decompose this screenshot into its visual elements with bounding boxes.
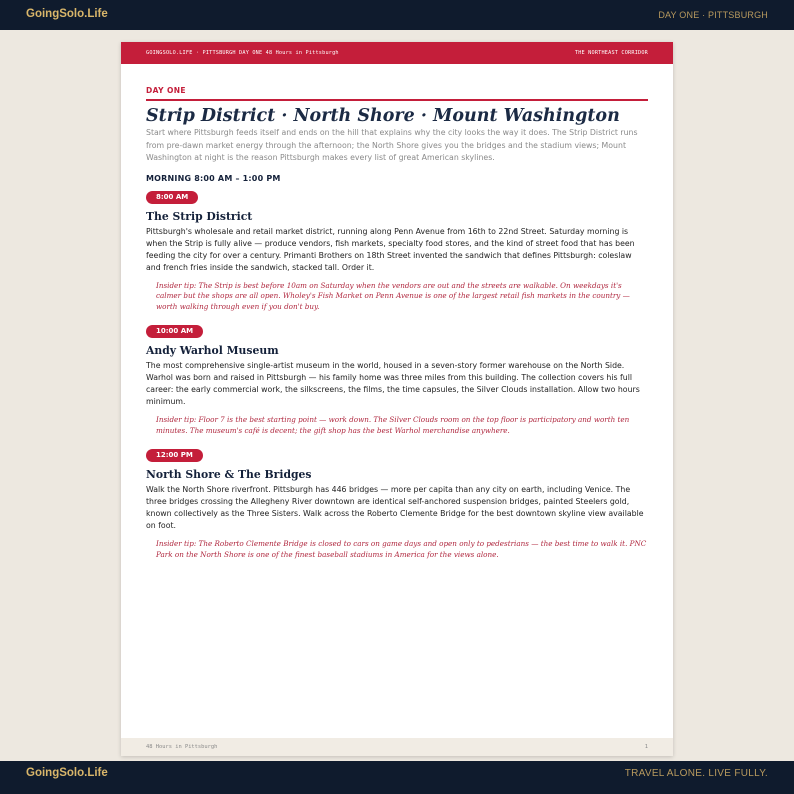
footer-tagline: TRAVEL ALONE. LIVE FULLY. bbox=[624, 768, 768, 779]
page-content bbox=[146, 86, 648, 560]
stop-title: North Shore & The Bridges bbox=[146, 468, 312, 481]
time-badge: 12:00 PM bbox=[146, 449, 203, 462]
insider-tip: Insider tip: The Strip is best before 10am on Saturday when the vendors are out and the streets are walkable. On weekdays it's calmer but the shops are all open. Wholey's Fish Market on Penn Avenue is one of the largest retail fish markets in the country — worth walking through even if you don't buy. bbox=[156, 280, 630, 311]
stop-block bbox=[146, 184, 648, 313]
running-header-right: THE NORTHEAST CORRIDOR bbox=[574, 50, 648, 56]
page-running-footer bbox=[121, 738, 673, 756]
time-slot-heading: MORNING 8:00 AM – 1:00 PM bbox=[146, 173, 281, 183]
page-title: Strip District · North Shore · Mount Washington bbox=[146, 106, 620, 126]
stop-description: Walk the North Shore riverfront. Pittsburgh has 446 bridges — more per capita than any city on earth, including Venice. The three bridges crossing the Allegheny River downtown are identical self-anchored suspension bridges, painted Steelers gold, known collectively as the Three Sisters. Walk across the Roberto Clemente Bridge for the best downtown skyline view available on foot. bbox=[146, 485, 644, 530]
site-header bbox=[0, 0, 794, 30]
page-number: 1 bbox=[644, 744, 648, 750]
eyebrow-rule bbox=[146, 99, 648, 101]
insider-tip: Insider tip: The Roberto Clemente Bridge is closed to cars on game days and open only to pedestrians — the best time to walk it. PNC Park on the North Shore is one of the finest baseball stadiums in America for the views alone. bbox=[156, 539, 647, 559]
header-section-label: DAY ONE · PITTSBURGH bbox=[658, 10, 768, 20]
day-eyebrow: DAY ONE bbox=[146, 86, 186, 95]
stop-block bbox=[146, 318, 648, 436]
running-footer-title: 48 Hours in Pittsburgh bbox=[146, 744, 218, 750]
time-badge: 8:00 AM bbox=[146, 191, 198, 204]
stop-description: The most comprehensive single-artist museum in the world, housed in a seven-story former warehouse on the North Side. Warhol was born and raised in Pittsburgh — his family home was three miles from this building. The collection covers his full career: the early commercial work, the silkscreens, the films, the time capsules, the Silver Clouds installation. Allow two hours minimum. bbox=[146, 361, 640, 406]
stop-title: Andy Warhol Museum bbox=[146, 344, 279, 357]
time-badge: 10:00 AM bbox=[146, 325, 203, 338]
footer-logo[interactable]: GoingSolo.Life bbox=[26, 767, 108, 779]
site-logo[interactable]: GoingSolo.Life bbox=[26, 8, 108, 20]
site-footer bbox=[0, 761, 794, 794]
page-running-header bbox=[121, 42, 673, 64]
insider-tip: Insider tip: Floor 7 is the best starting point — work down. The Silver Clouds room on the top floor is participatory and worth ten minutes. The museum's café is decent; the gift shop has the best Warhol merchandise anywhere. bbox=[156, 415, 630, 435]
document-page bbox=[121, 42, 673, 756]
stop-description: Pittsburgh's wholesale and retail market district, running along Penn Avenue from 16th to 22nd Street. Saturday morning is when the Strip is fully alive — produce vendors, fish markets, specialty food stores, and the kind of street food that has been feeding the city for over a century. Primanti Brothers on 18th Street invented the sandwich that defines Pittsburgh: coleslaw and french fries inside the sandwich, stacked tall. Order it. bbox=[146, 226, 635, 272]
intro-paragraph: Start where Pittsburgh feeds itself and ends on the hill that explains why the city looks the way it does. The Strip District runs from pre-dawn market energy through the afternoon; the North Shore gives you the bridges and the stadium views; Mount Washington at night is the reason Pittsburgh makes every list of great American skylines. bbox=[146, 128, 638, 162]
stop-block bbox=[146, 442, 648, 560]
stop-title: The Strip District bbox=[146, 209, 253, 223]
running-header-left: GOINGSOLO.LIFE · PITTSBURGH DAY ONE 48 Hours in Pittsburgh bbox=[146, 50, 339, 56]
